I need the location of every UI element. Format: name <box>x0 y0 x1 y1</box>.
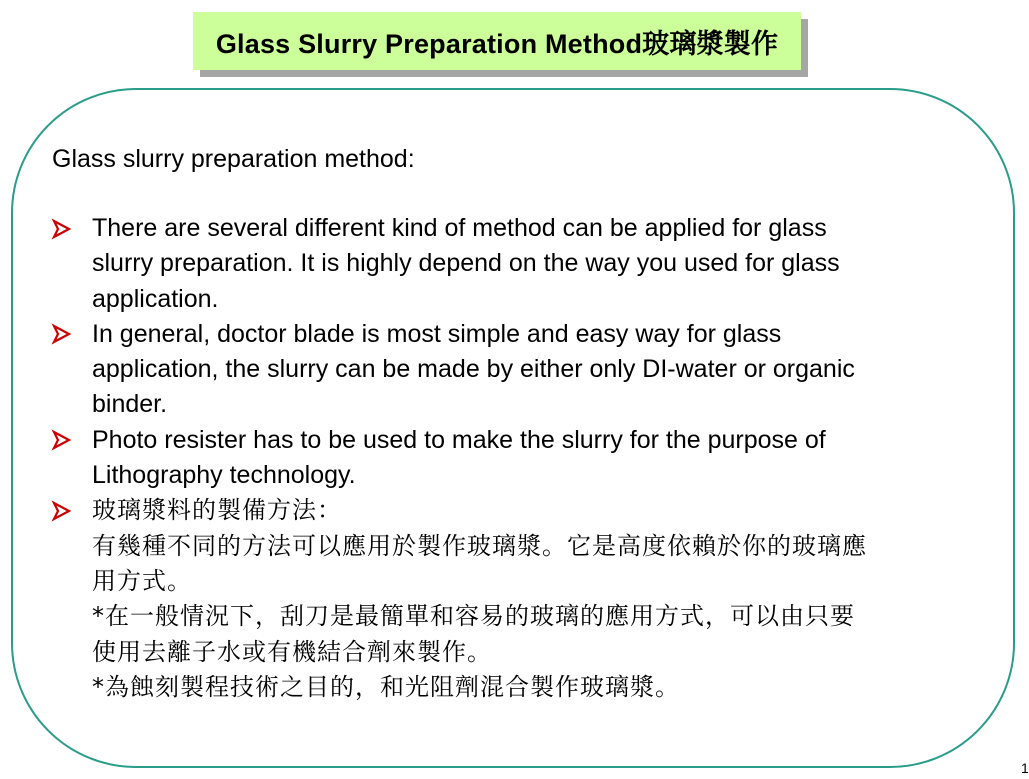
intro-heading: Glass slurry preparation method: <box>52 145 415 173</box>
bullet-text <box>92 317 1002 423</box>
bullet-text <box>92 423 1002 494</box>
bullet-line: slurry preparation. It is highly depend on the way you used for glass <box>92 249 840 278</box>
arrowhead-bullet-icon <box>52 211 92 246</box>
slide-title: Glass Slurry Preparation Method玻璃漿製作 <box>215 28 779 59</box>
bullet-item-photo-resister <box>52 423 1002 494</box>
bullet-line: application, the slurry can be made by either only DI-water or organic <box>92 355 855 384</box>
arrowhead-bullet-icon <box>52 317 92 352</box>
bullet-text <box>92 211 1002 317</box>
arrowhead-bullet-icon <box>52 423 92 458</box>
bullet-line: Photo resister has to be used to make the slurry for the purpose of <box>92 425 826 454</box>
bullet-line: There are several different kind of method can be applied for glass <box>92 214 827 242</box>
bullet-line: *為蝕刻製程技術之目的，和光阻劑混合製作玻璃漿。 <box>92 672 680 701</box>
slide-title-box <box>193 12 801 70</box>
bullet-line: 用方式。 <box>92 566 192 595</box>
bullet-line: application. <box>92 284 219 313</box>
bullet-list <box>52 211 1002 705</box>
bullet-line: Lithography technology. <box>92 461 356 490</box>
arrowhead-bullet-icon <box>52 493 92 528</box>
bullet-line: binder. <box>92 390 168 419</box>
bullet-text <box>92 493 1002 705</box>
bullet-line: 玻璃漿料的製備方法： <box>92 496 342 525</box>
bullet-line: In general, doctor blade is most simple and easy way for glass <box>92 319 782 348</box>
bullet-item-chinese <box>52 493 1002 705</box>
bullet-line: 有幾種不同的方法可以應用於製作玻璃漿。它是高度依賴於你的玻璃應 <box>92 531 867 560</box>
bullet-line: *在一般情況下，刮刀是最簡單和容易的玻璃的應用方式，可以由只要 <box>92 602 855 631</box>
bullet-line: 使用去離子水或有機結合劑來製作。 <box>92 637 492 666</box>
bullet-item-doctor-blade <box>52 317 1002 423</box>
bullet-item-methods <box>52 211 1002 317</box>
page-number: 1 <box>1021 760 1029 776</box>
